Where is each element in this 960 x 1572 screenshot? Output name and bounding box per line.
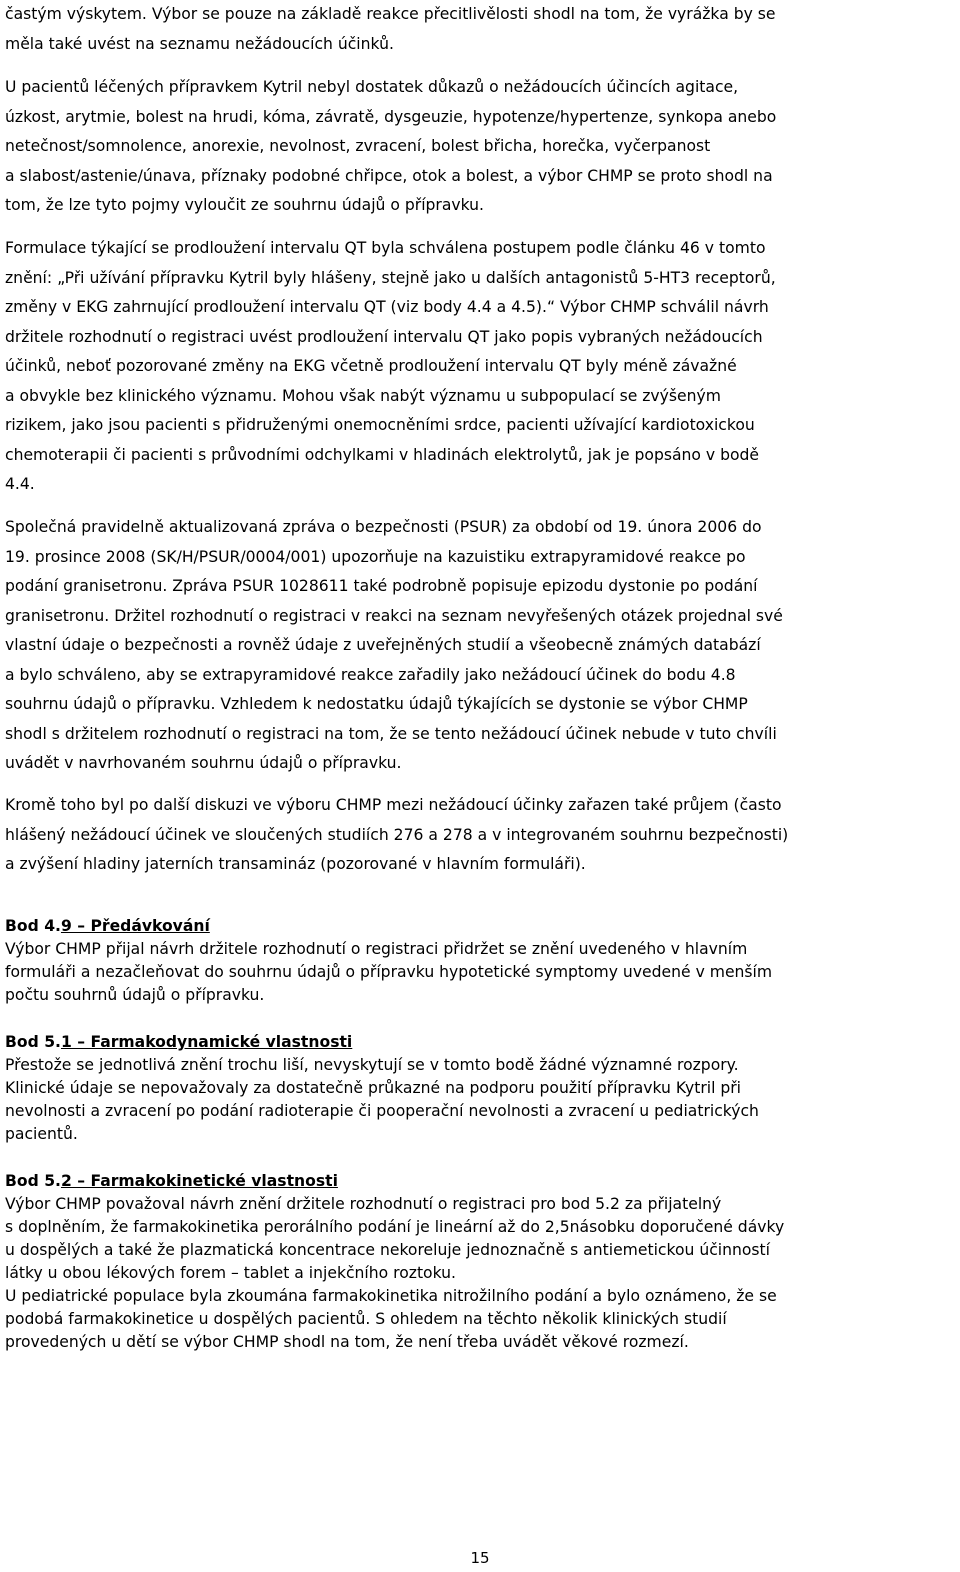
paragraph-rash [5,0,776,59]
text-line: a zvýšení hladiny jaterních transamináz (pozorované v hlavním formuláři). [5,855,586,873]
text-line: provedených u dětí se výbor CHMP shodl na tom, že není třeba uvádět věkové rozmezí. [5,1333,689,1351]
text-line: znění: „Při užívání přípravku Kytril byly hlášeny, stejně jako u dalších antagonistů 5-HT3 receptorů, [5,268,776,287]
heading-prefix: Bod 4. [5,917,61,935]
text-line: formuláři a nezačleňovat do souhrnu údajů o přípravku hypotetické symptomy uvedené v menším [5,963,773,981]
text-line: uvádět v navrhovaném souhrnu údajů o přípravku. [5,754,402,772]
text-line: souhrnu údajů o přípravku. Vzhledem k nedostatku údajů týkajících se dystonie se výbor CHMP [5,695,748,713]
text-line: častým výskytem. Výbor se pouze na základě reakce přecitlivělosti shodl na tom, že vyrážka by se [5,5,776,23]
text-line: 4.4. [5,475,35,493]
text-line: netečnost/somnolence, anorexie, nevolnost, zvracení, bolest břicha, horečka, vyčerpanost [5,137,711,155]
section-5-1 [5,1031,759,1146]
section-heading [5,915,772,938]
text-line: látky u obou lékových forem – tablet a injekčního roztoku. [5,1264,456,1282]
page-number: 15 [470,1549,490,1567]
text-line: tom, že lze tyto pojmy vyloučit ze souhrnu údajů o přípravku. [5,196,485,214]
section-heading [5,1031,759,1054]
paragraph-psur [5,513,783,779]
text-line: podání granisetronu. Zpráva PSUR 1028611 také podrobně popisuje epizodu dystonie po podání [5,577,758,595]
text-line: počtu souhrnů údajů o přípravku. [5,986,265,1004]
text-line: 19. prosince 2008 (SK/H/PSUR/0004/001) upozorňuje na kazuistiku extrapyramidové reakce po [5,547,746,566]
text-line: U pacientů léčených přípravkem Kytril nebyl dostatek důkazů o nežádoucích účincích agitace, [5,78,739,96]
text-line: shodl s držitelem rozhodnutí o registraci na tom, že se tento nežádoucí účinek nebude v tuto chvíli [5,724,777,743]
paragraph-diarrhoea [5,791,788,880]
text-line: Výbor CHMP považoval návrh znění držitele rozhodnutí o registraci pro bod 5.2 za přijatelný [5,1195,722,1213]
text-line: Kromě toho byl po další diskuzi ve výboru CHMP mezi nežádoucí účinky zařazen také průjem (často [5,796,782,814]
text-line: Společná pravidelně aktualizovaná zpráva o bezpečnosti (PSUR) za období od 19. února 2006 do [5,518,762,536]
text-line: podobá farmakokinetice u dospělých pacientů. S ohledem na těchto několik klinických studií [5,1310,727,1328]
text-line: úzkost, arytmie, bolest na hrudi, kóma, závratě, dysgeuzie, hypotenze/hypertenze, synkopa anebo [5,107,777,126]
section-5-2 [5,1170,784,1354]
text-line: nevolnosti a zvracení po podání radioterapie či pooperační nevolnosti a zvracení u pediatrických [5,1102,759,1120]
text-line: s doplněním, že farmakokinetika perorálního podání je lineární až do 2,5násobku doporučené dávky [5,1218,785,1236]
section-4-9 [5,915,772,1007]
text-line: granisetronu. Držitel rozhodnutí o registraci v reakci na seznam nevyřešených otázek projednal své [5,606,783,625]
heading-title: 2 – Farmakokinetické vlastnosti [60,1172,338,1190]
text-line: a obvykle bez klinického významu. Mohou však nabýt významu u subpopulací se zvýšeným [5,386,721,405]
section-body [5,1054,759,1146]
text-line: chemoterapii či pacienti s průvodními odchylkami v hladinách elektrolytů, jak je popsáno v bodě [5,445,760,464]
section-body [5,1193,784,1354]
text-line: změny v EKG zahrnující prodloužení intervalu QT (viz body 4.4 a 4.5).“ Výbor CHMP schválil návrh [5,298,769,316]
text-line: rizikem, jako jsou pacienti s přidruženými onemocněními srdce, pacienti užívající kardiotoxickou [5,416,755,434]
text-line: pacientů. [5,1125,78,1143]
heading-title: 1 – Farmakodynamické vlastnosti [60,1033,353,1051]
text-line: hlášený nežádoucí účinek ve sloučených studiích 276 a 278 a v integrovaném souhrnu bezpečnosti) [5,825,789,844]
text-line: Formulace týkající se prodloužení intervalu QT byla schválena postupem podle článku 46 v tomto [5,239,766,257]
section-body [5,938,772,1007]
section-heading [5,1170,784,1193]
text-line: účinků, neboť pozorované změny na EKG včetně prodloužení intervalu QT byly méně závažné [5,357,737,375]
text-line: Přestože se jednotlivá znění trochu liší, nevyskytují se v tomto bodě žádné významné rozpory. [5,1056,739,1074]
text-line: a slabost/astenie/únava, příznaky podobné chřipce, otok a bolest, a výbor CHMP se proto shodl na [5,166,773,185]
heading-prefix: Bod 5. [5,1033,61,1051]
heading-prefix: Bod 5. [5,1172,61,1190]
text-line: měla také uvést na seznamu nežádoucích účinků. [5,34,394,53]
paragraph-qt-interval [5,234,776,500]
text-line: vlastní údaje o bezpečnosti a rovněž údaje z uveřejněných studií a všeobecně známých databází [5,636,761,654]
paragraph-kytril-adverse-effects [5,73,776,221]
text-line: Výbor CHMP přijal návrh držitele rozhodnutí o registraci přidržet se znění uvedeného v hlavním [5,940,748,958]
text-line: držitele rozhodnutí o registraci uvést prodloužení intervalu QT jako popis vybraných nežádoucích [5,327,763,346]
text-line: U pediatrické populace byla zkoumána farmakokinetika nitrožilního podání a bylo oznámeno, že se [5,1287,777,1305]
text-line: a bylo schváleno, aby se extrapyramidové reakce zařadily jako nežádoucí účinek do bodu 4.8 [5,665,736,684]
text-line: Klinické údaje se nepovažovaly za dostatečně průkazné na podporu použití přípravku Kytril při [5,1079,741,1097]
text-line: u dospělých a také že plazmatická koncentrace nekoreluje jednoznačně s antiemetickou účinností [5,1241,770,1259]
heading-title: 9 – Předávkování [60,917,210,935]
